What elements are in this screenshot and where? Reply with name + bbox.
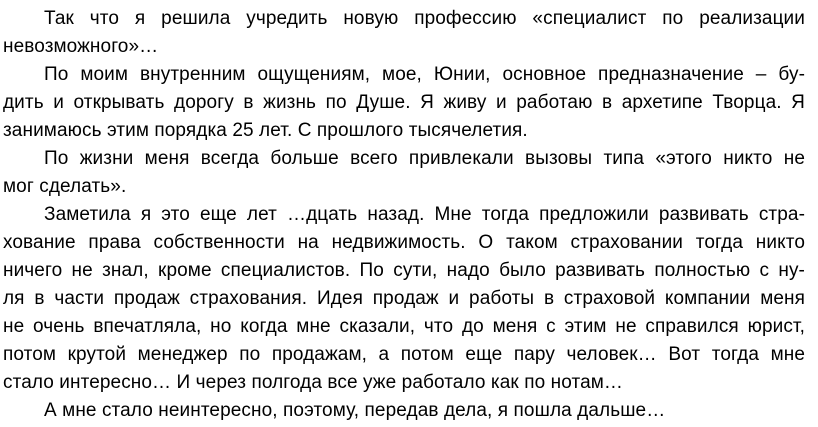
text-line: ничего не знал, кроме специалистов. По сути, надо было развивать полностью с ну- (3, 260, 805, 281)
text-line: мог сделать». (3, 176, 127, 197)
text-line: занимаюсь этим порядка 25 лет. С прошлого тысячелетия. (3, 120, 528, 141)
text-line: невозможного»… (3, 36, 159, 57)
paragraph (3, 397, 805, 425)
paragraph (3, 201, 805, 397)
paragraph (3, 5, 805, 61)
text-line: дить и открывать дорогу в жизнь по Душе. Я живу и работаю в архетипе Творца. Я (3, 92, 805, 113)
text-line: Так что я решила учредить новую профессию «специалист по реализации (44, 8, 805, 29)
paragraph (3, 145, 805, 201)
text-line: потом крутой менеджер по продажам, а потом еще пару человек… Вот тогда мне (3, 344, 805, 365)
text-line: По моим внутренним ощущениям, мое, Юнии, основное предназначение – бу- (44, 64, 805, 85)
text-line: хование права собственности на недвижимость. О таком страховании тогда никто (3, 232, 805, 253)
text-line: По жизни меня всегда больше всего привлекали вызовы типа «этого никто не (44, 148, 805, 169)
text-line: не очень впечатляла, но когда мне сказали, что до меня с этим не справился юрист, (3, 316, 805, 337)
paragraph (3, 61, 805, 145)
text-line: ля в части продаж страхования. Идея продаж и работы в страховой компании меня (3, 288, 805, 309)
text-line: Заметила я это еще лет …дцать назад. Мне тогда предложили развивать стра- (44, 204, 805, 225)
text-line: А мне стало неинтересно, поэтому, передав дела, я пошла дальше… (44, 400, 666, 421)
text-line: стало интересно… И через полгода все уже работало как по нотам… (3, 372, 624, 393)
